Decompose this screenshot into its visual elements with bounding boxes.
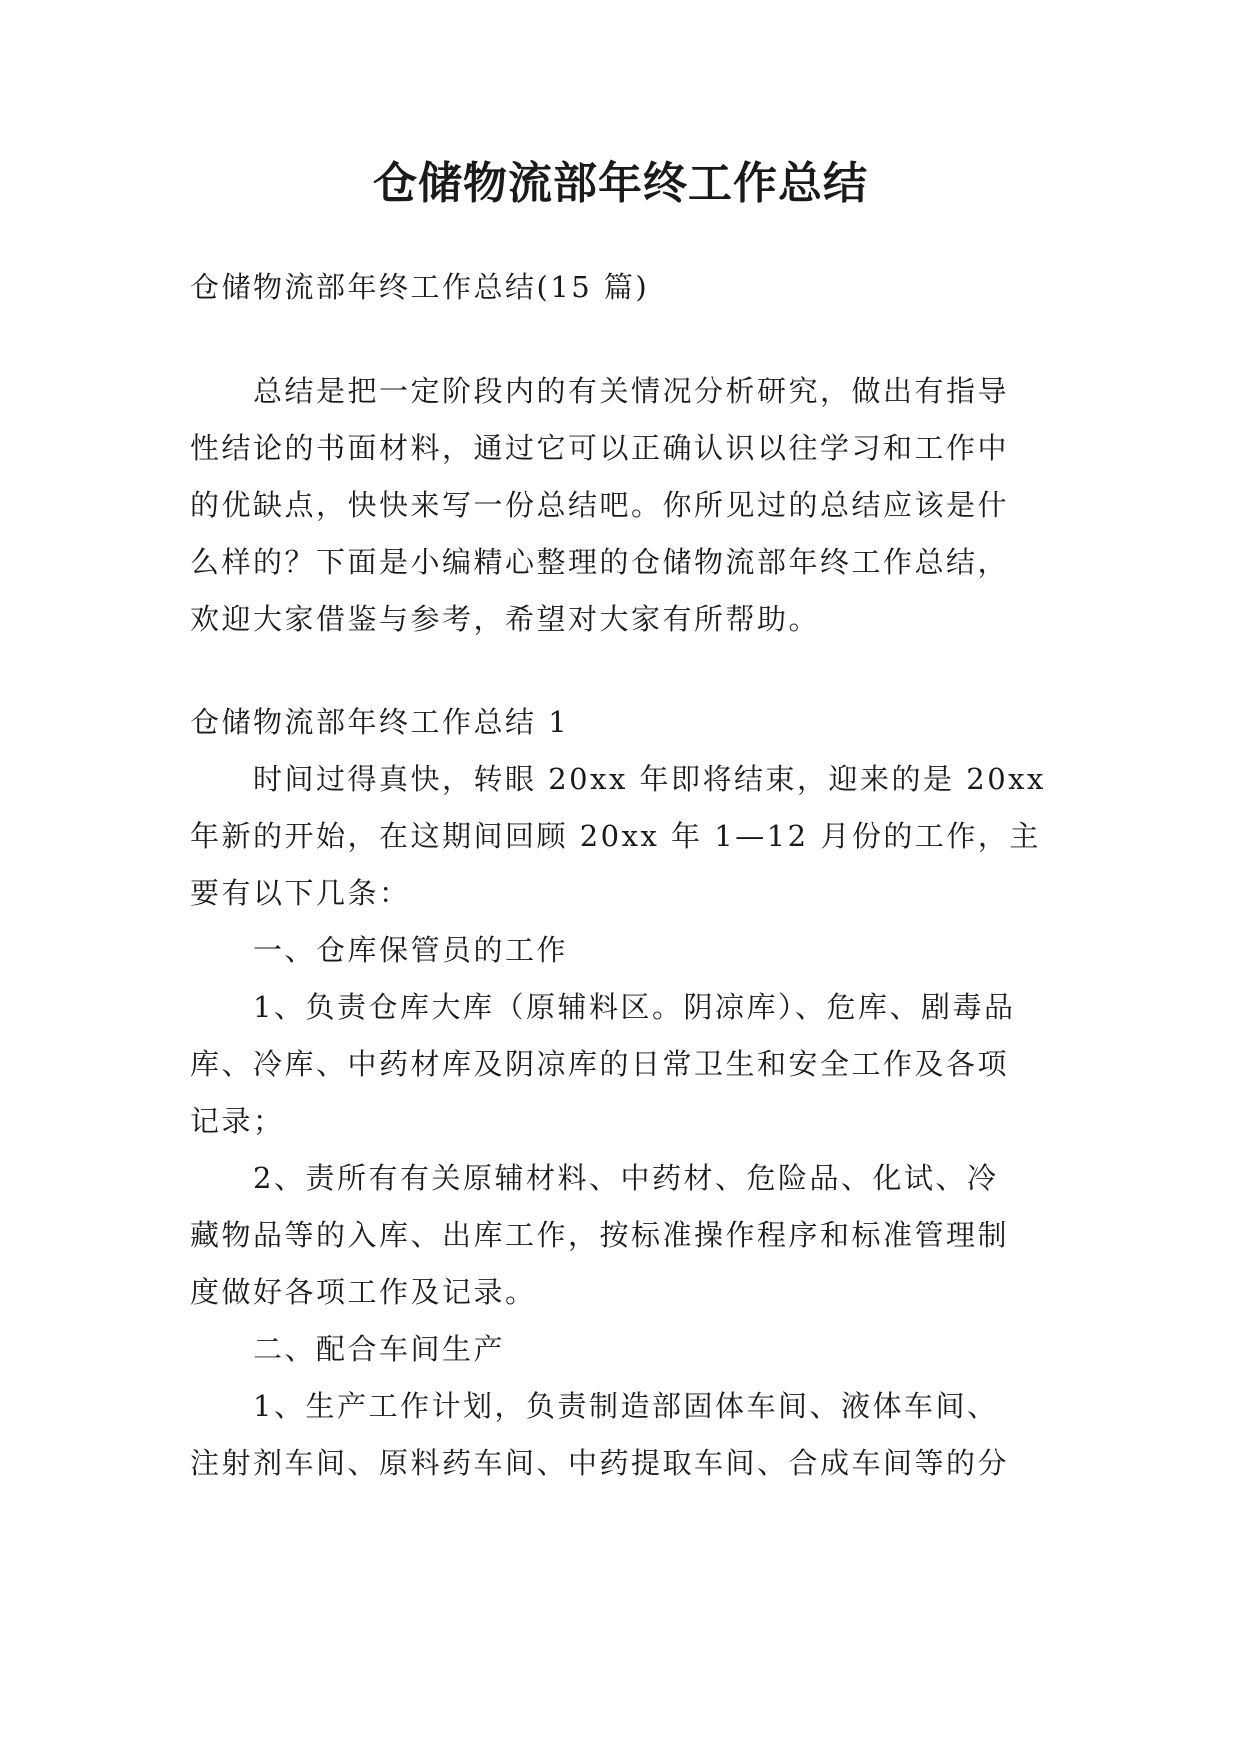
body-line-3: 要有以下几条： bbox=[190, 876, 411, 910]
body-line-6: 库、冷库、中药材库及阴凉库的日常卫生和安全工作及各项 bbox=[190, 1047, 1010, 1081]
body-line-1: 时间过得真快，转眼 20xx 年即将结束，迎来的是 20xx bbox=[190, 762, 1046, 796]
body-line-13: 注射剂车间、原料药车间、中药提取车间、合成车间等的分 bbox=[190, 1446, 1010, 1480]
body-line-7: 记录； bbox=[190, 1104, 285, 1138]
intro-line-4: 么样的？下面是小编精心整理的仓储物流部年终工作总结， bbox=[190, 545, 1010, 579]
body-line-9: 藏物品等的入库、出库工作，按标准操作程序和标准管理制 bbox=[190, 1218, 1010, 1252]
body-line-12: 1、生产工作计划，负责制造部固体车间、液体车间、 bbox=[190, 1389, 999, 1423]
body-line-2: 年新的开始，在这期间回顾 20xx 年 1—12 月份的工作，主 bbox=[190, 819, 1041, 853]
body-line-10: 度做好各项工作及记录。 bbox=[190, 1275, 537, 1309]
body-line-5: 1、负责仓库大库（原辅料区。阴凉库）、危库、剧毒品 bbox=[190, 990, 1016, 1024]
intro-line-2: 性结论的书面材料，通过它可以正确认识以往学习和工作中 bbox=[190, 431, 1010, 465]
body-line-4: 一、仓库保管员的工作 bbox=[190, 933, 569, 967]
intro-line-3: 的优缺点，快快来写一份总结吧。你所见过的总结应该是什 bbox=[190, 488, 1010, 522]
body-line-11: 二、配合车间生产 bbox=[190, 1332, 506, 1366]
subtitle-line: 仓储物流部年终工作总结(15 篇) bbox=[190, 270, 650, 304]
intro-line-1: 总结是把一定阶段内的有关情况分析研究，做出有指导 bbox=[190, 374, 1010, 408]
intro-line-5: 欢迎大家借鉴与参考，希望对大家有所帮助。 bbox=[190, 602, 821, 636]
section-heading: 仓储物流部年终工作总结 1 bbox=[190, 705, 570, 739]
document-title: 仓储物流部年终工作总结 bbox=[373, 158, 868, 209]
body-line-8: 2、责所有有关原辅材料、中药材、危险品、化试、冷 bbox=[190, 1161, 999, 1195]
